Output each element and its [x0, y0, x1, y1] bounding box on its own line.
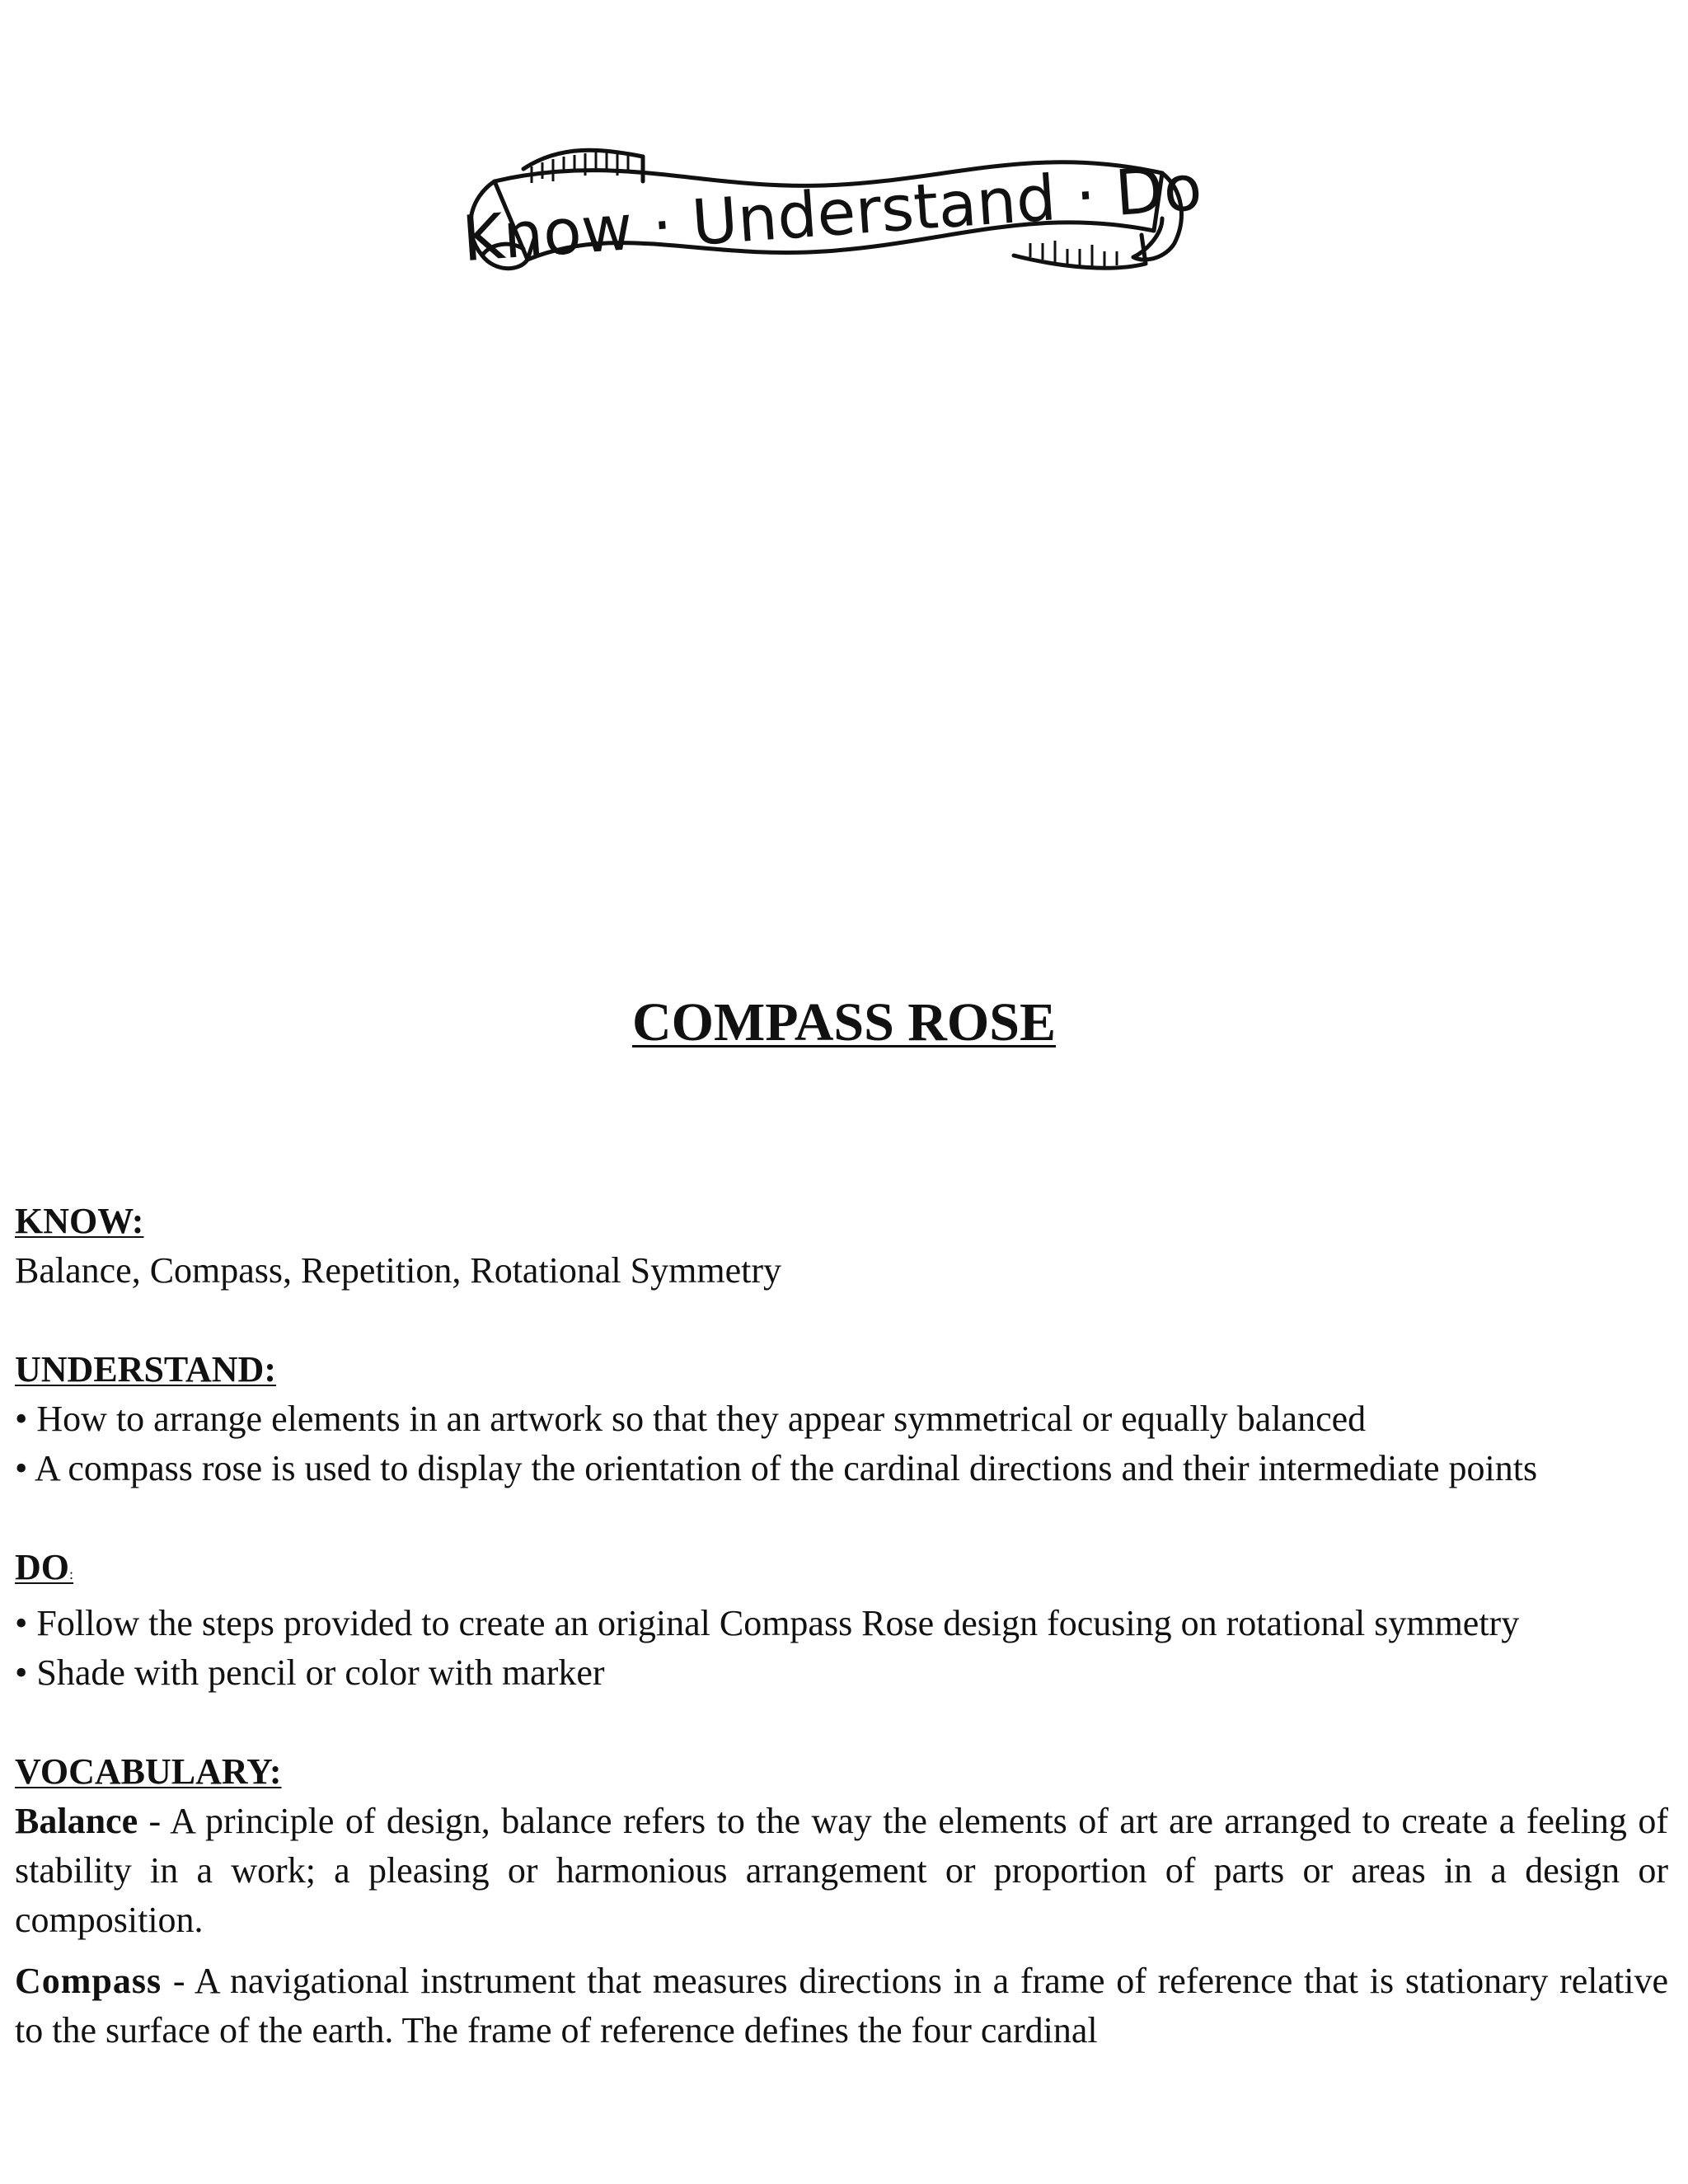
- know-heading: KNOW:: [15, 1201, 144, 1241]
- do-heading: DO: [15, 1547, 69, 1587]
- understand-bullet: • How to arrange elements in an artwork so that they appear symmetrical or equally balanced: [15, 1399, 1367, 1439]
- understand-bullet: • A compass rose is used to display the orientation of the cardinal directions and their intermediate points: [15, 1448, 1538, 1488]
- understand-heading: UNDERSTAND:: [15, 1349, 276, 1390]
- know-text: Balance, Compass, Repetition, Rotational Symmetry: [15, 1250, 781, 1291]
- vocabulary-entry: [15, 1797, 1668, 1945]
- do-heading-line: [15, 1543, 1668, 1599]
- do-bullet: • Shade with pencil or color with marker: [15, 1652, 605, 1693]
- do-bullet: • Follow the steps provided to create an original Compass Rose design focusing on rotational symmetry: [15, 1603, 1520, 1643]
- vocabulary-term: Compass: [15, 1961, 162, 2001]
- document-body: [15, 1197, 1668, 2055]
- page-title: COMPASS ROSE: [631, 992, 1056, 1052]
- vocabulary-entry: [15, 1957, 1668, 2055]
- vocabulary-definition: - A navigational instrument that measures directions in a frame of reference that is stationary relative to the surface of the earth. The frame of reference defines the four cardinal: [15, 1961, 1668, 2050]
- banner-logo-text: Know · Understand · Do: [460, 150, 1205, 276]
- know-understand-do-banner-logo: [437, 66, 1220, 330]
- vocabulary-term: Balance: [15, 1801, 138, 1841]
- do-heading-colon: :: [69, 1566, 74, 1582]
- vocabulary-definition: - A principle of design, balance refers to the way the elements of art are arranged to create a feeling of stability in a work; a pleasing or harmonious arrangement or proportion of parts or areas in a design or composition.: [15, 1801, 1668, 1940]
- vocabulary-heading: VOCABULARY:: [15, 1751, 282, 1792]
- ribbon-banner-icon: [437, 66, 1220, 330]
